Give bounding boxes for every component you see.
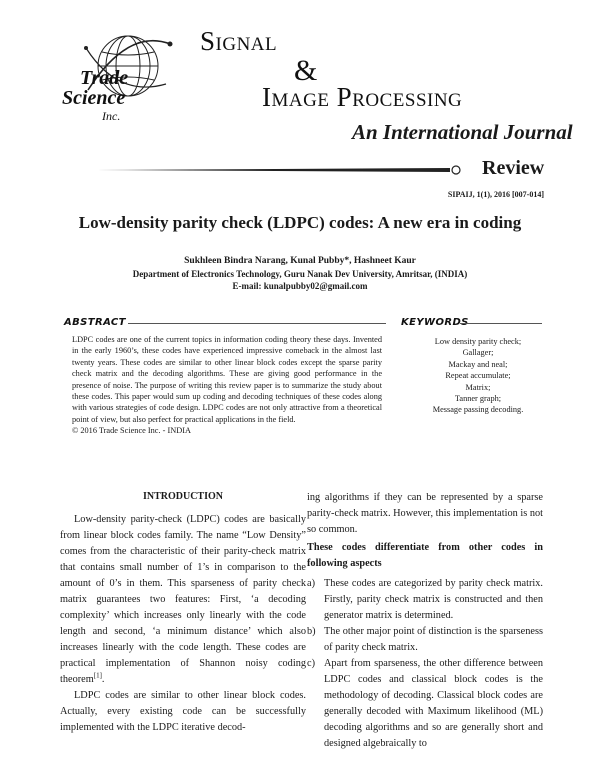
logo-line-2: Science: [62, 87, 126, 109]
intro-paragraph-continued: ing algorithms if they can be represented by a sparse parity-check matrix. However, this implementation is not so common.: [307, 492, 543, 535]
list-item-text: Apart from sparseness, the other difference between LDPC codes and classical block codes is the methodology of decoding. Classical block codes are generally decoded with Maximum likelihood (ML) decoding algorithms and so are generally short and designed algebraically to: [324, 658, 543, 749]
logo-line-3: Inc.: [102, 109, 121, 123]
list-marker: c): [307, 658, 315, 669]
intro-paragraph-2: LDPC codes are similar to other linear block codes. Actually, every existing code can be successfully implemented with the LDPC iterative decod-: [60, 690, 306, 733]
keyword-item: Matrix;: [465, 382, 491, 392]
abstract-text: LDPC codes are one of the current topics in information coding theory these days. Invented in the early 1960’s, these codes have experienced impressive comeback in the almost last twenty years. These codes are similar to other linear block codes except the sparse parity check matrix and the decoding algorithms. These are giving good performance in the presence of noise. The purpose of writing this review paper is to summarize the study about these codes. This paper would sum up coding and decoding techniques of these codes along with various strategies of code design. LDPC codes are not only attractive from a theoretical point of view, but also perfect for practical applications in the field.: [72, 335, 382, 424]
journal-title-ampersand: &: [294, 54, 318, 87]
abstract-body: [72, 334, 382, 437]
keyword-item: Low density parity check;: [434, 337, 522, 346]
differences-list: [307, 576, 543, 752]
introduction-heading: INTRODUCTION: [142, 491, 223, 502]
list-item-text: These codes are categorized by parity check matrix. Firstly, parity check matrix is constructed and then generator matrix is determined.: [324, 578, 543, 621]
keywords-heading: KEYWORDS: [401, 317, 469, 328]
authors: Sukhleen Bindra Narang, Kunal Pubby*, Hashneet Kaur: [184, 256, 416, 266]
citation: SIPAIJ, 1(1), 2016 [007-014]: [447, 190, 544, 199]
journal-title-signal: Signal: [200, 26, 278, 56]
list-marker: a): [307, 578, 315, 589]
differences-heading: These codes differentiate from other codes in following aspects: [307, 542, 543, 569]
intro-paragraph-1-text: Low-density parity-check (LDPC) codes are basically from linear block codes family. The name “Low Density” comes from the characteristic of their parity-check matrix that contains small number of 1’s in comparison to the amount of 0’s in them. This sparseness of parity check matrix guarantees two features: First, ‘a decoding complexity’ which increases only linearly with the code length and second, ‘a minimum distance’ which also increases linearly with the code length. These codes are practical implementation of Shannon noisy coding theorem: [60, 514, 306, 685]
logo-line-1: Trade: [80, 67, 129, 89]
publisher-logo: [58, 28, 178, 124]
left-column: [60, 512, 306, 736]
list-item: [307, 656, 543, 752]
list-item: [307, 624, 543, 656]
article-type: Review: [482, 157, 545, 179]
email: E-mail: kunalpubby02@gmail.com: [232, 281, 368, 291]
header-rule: [96, 164, 466, 176]
keyword-item: Message passing decoding.: [432, 405, 524, 415]
abstract-divider: [128, 323, 386, 324]
journal-title-image-processing: Image Processing: [262, 82, 463, 112]
keywords-list: [404, 336, 552, 416]
journal-subtitle: An International Journal: [352, 120, 573, 144]
keyword-item: Repeat accumulate;: [445, 371, 511, 381]
right-column: [307, 490, 543, 752]
keyword-item: Gallager;: [462, 348, 494, 358]
copyright: © 2016 Trade Science Inc. - INDIA: [72, 426, 191, 436]
keyword-item: Mackay and neal;: [448, 359, 508, 369]
affiliation: Department of Electronics Technology, Guru Nanak Dev University, Amritsar, (INDIA): [132, 269, 468, 279]
abstract-heading: ABSTRACT: [64, 317, 126, 328]
intro-paragraph-1: [60, 512, 306, 688]
keyword-item: Tanner graph;: [454, 394, 502, 404]
reference-1: [1]: [93, 671, 102, 680]
intro-paragraph-1-end: .: [101, 674, 105, 685]
list-item: [307, 576, 543, 624]
list-item-text: The other major point of distinction is the sparseness of parity check matrix.: [324, 626, 543, 653]
keywords-divider: [460, 323, 542, 324]
list-marker: b): [307, 626, 316, 637]
article-title: Low-density parity check (LDPC) codes: A new era in coding: [78, 213, 522, 232]
globe-logo-icon: [58, 28, 178, 124]
